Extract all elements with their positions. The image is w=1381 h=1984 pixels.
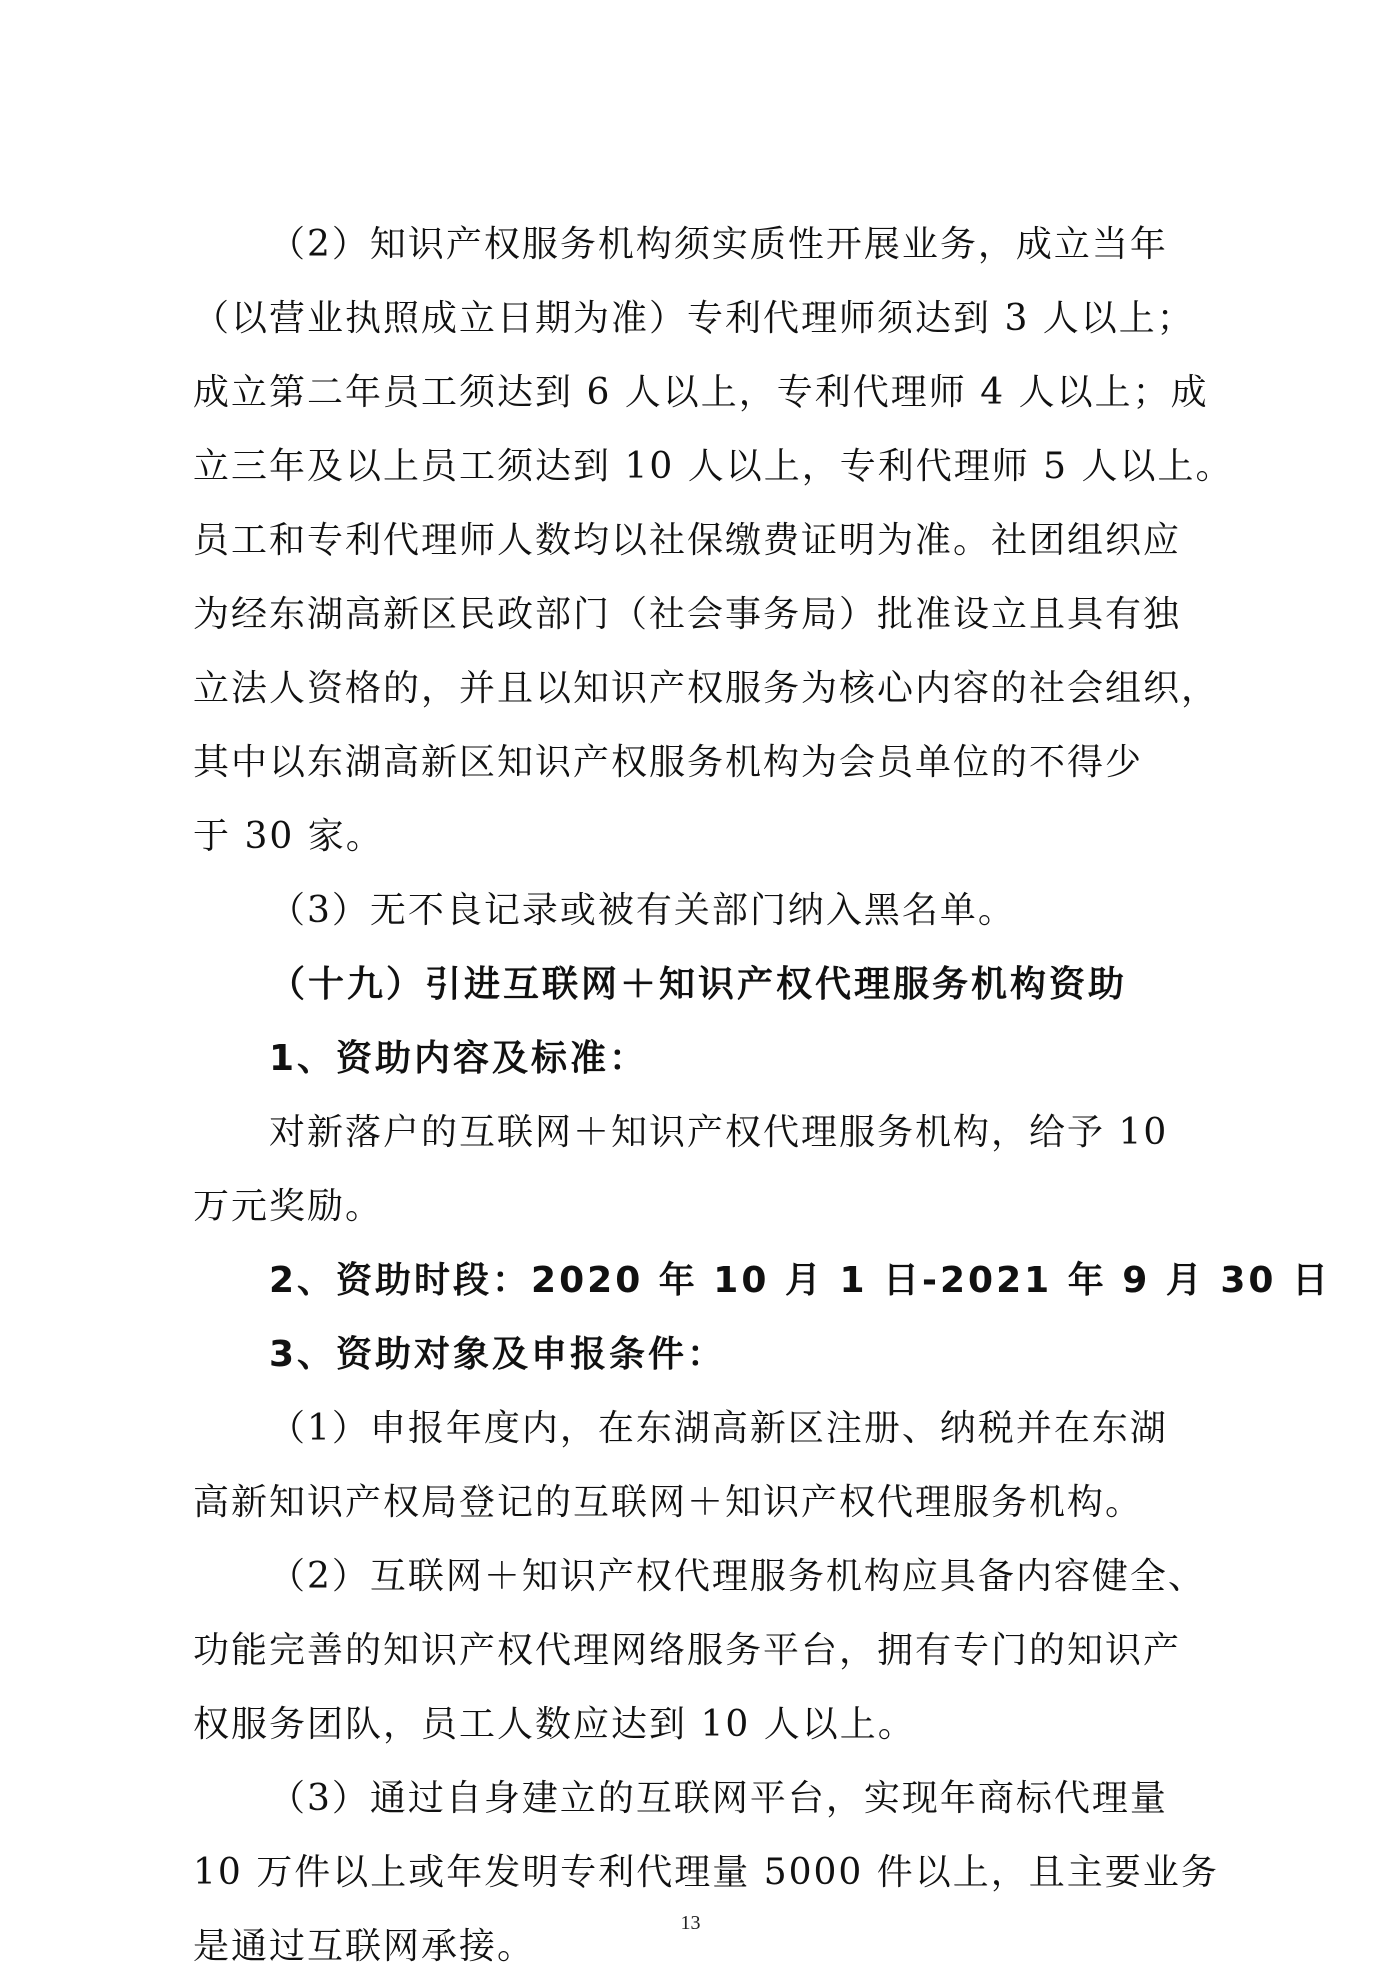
paragraph-line: （1）申报年度内，在东湖高新区注册、纳税并在东湖 (269, 1408, 1168, 1449)
paragraph-line: （以营业执照成立日期为准）专利代理师须达到 3 人以上； (193, 298, 1195, 339)
paragraph-line: 10 万件以上或年发明专利代理量 5000 件以上，且主要业务 (193, 1852, 1219, 1893)
paragraph-line: 成立第二年员工须达到 6 人以上，专利代理师 4 人以上；成 (193, 372, 1209, 413)
paragraph-line: 立三年及以上员工须达到 10 人以上，专利代理师 5 人以上。 (193, 446, 1234, 487)
paragraph-line: 其中以东湖高新区知识产权服务机构为会员单位的不得少 (193, 742, 1144, 783)
subsection-heading: 3、资助对象及申报条件： (269, 1334, 727, 1375)
paragraph-line: 是通过互联网承接。 (193, 1926, 536, 1967)
paragraph-line: 功能完善的知识产权代理网络服务平台，拥有专门的知识产 (193, 1630, 1182, 1671)
paragraph-line: 权服务团队，员工人数应达到 10 人以上。 (193, 1704, 916, 1745)
section-heading: （十九）引进互联网＋知识产权代理服务机构资助 (269, 964, 1128, 1005)
subsection-heading: 1、资助内容及标准： (269, 1038, 649, 1079)
page-number: 13 (680, 1912, 701, 1934)
body-text (193, 208, 1332, 1984)
paragraph-line: （3）通过自身建立的互联网平台，实现年商标代理量 (269, 1778, 1168, 1819)
paragraph-line: 对新落户的互联网＋知识产权代理服务机构，给予 10 (269, 1112, 1169, 1153)
paragraph-line: 立法人资格的，并且以知识产权服务为核心内容的社会组织， (193, 668, 1220, 709)
paragraph-line: （2）知识产权服务机构须实质性开展业务，成立当年 (269, 224, 1168, 265)
paragraph-line: 高新知识产权局登记的互联网＋知识产权代理服务机构。 (193, 1482, 1144, 1523)
paragraph-line: （2）互联网＋知识产权代理服务机构应具备内容健全、 (269, 1556, 1206, 1597)
paragraph-line: （3）无不良记录或被有关部门纳入黑名单。 (269, 890, 1016, 931)
paragraph-line: 于 30 家。 (193, 816, 384, 857)
subsection-heading: 2、资助时段：2020 年 10 月 1 日-2021 年 9 月 30 日 (269, 1260, 1332, 1301)
paragraph-line: 员工和专利代理师人数均以社保缴费证明为准。社团组织应 (193, 520, 1182, 561)
paragraph-line: 万元奖励。 (193, 1186, 384, 1227)
paragraph-line: 为经东湖高新区民政部门（社会事务局）批准设立且具有独 (193, 594, 1182, 635)
